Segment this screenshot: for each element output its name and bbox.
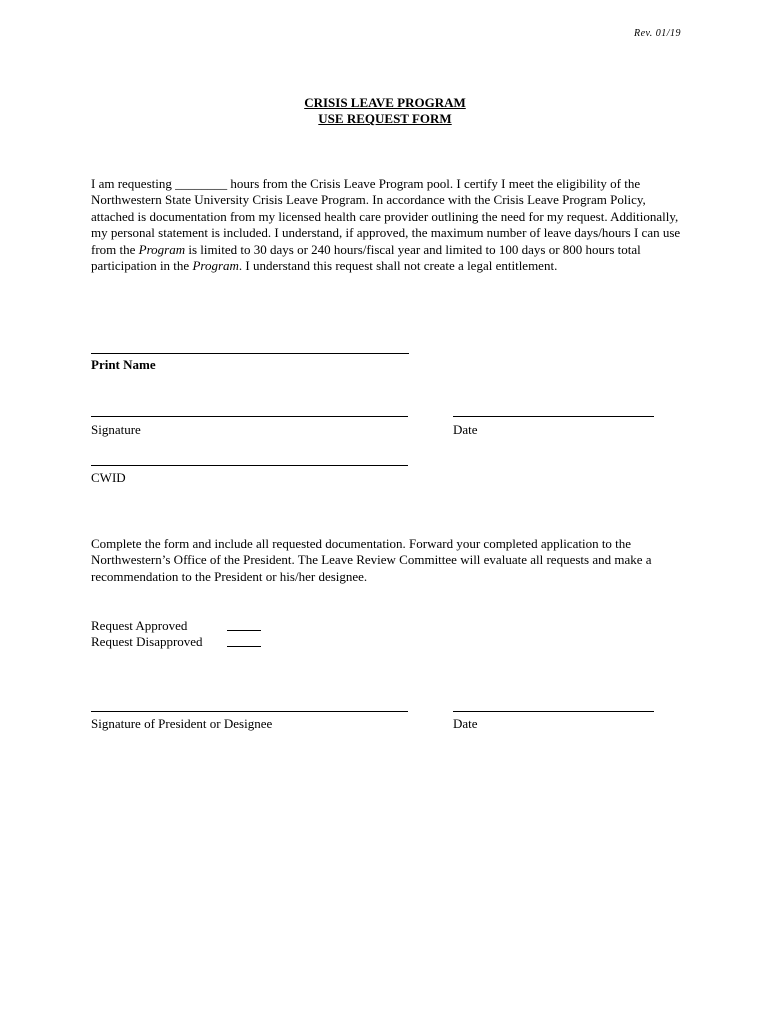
instructions-text: Complete the form and include all requested documentation. Forward your completed application to the Northwestern’s Office of the President. The Leave Review Committee will evaluate all requests and make a recommendation to the President or his/her designee. <box>91 536 652 584</box>
president-date-line[interactable] <box>453 711 654 712</box>
print-name-label: Print Name <box>91 357 156 372</box>
president-signature-label: Signature of President or Designee <box>91 716 273 731</box>
cwid-line[interactable] <box>91 465 408 466</box>
request-statement <box>91 176 691 274</box>
cwid-label: CWID <box>91 470 126 485</box>
president-date-label: Date <box>453 716 478 731</box>
form-subtitle: USE REQUEST FORM <box>318 111 452 126</box>
request-disapproved-label: Request Disapproved <box>91 634 203 649</box>
request-approved-label: Request Approved <box>91 618 188 633</box>
statement-part-a: I am requesting ________ hours from the Crisis Leave Program pool. I certify I meet the eligibility of the Northwestern State University Crisis Leave Program. In accordance with the Crisis Leave Program Policy, attached is documentation from my licensed health care provider outlining the need for my request. Additionally, my personal statement is included. I understand, if approved, the maximum number of leave days/hours I can use from the <box>91 176 681 257</box>
form-title: CRISIS LEAVE PROGRAM <box>304 95 466 110</box>
signature-label: Signature <box>91 422 141 437</box>
statement-part-b: is limited to 30 days or 240 hours/fiscal year and limited to 100 days or 800 hours total participation in the <box>91 241 641 274</box>
request-disapproved-blank[interactable] <box>227 635 261 647</box>
date-label: Date <box>453 422 478 437</box>
date-line[interactable] <box>453 416 654 417</box>
program-term: Program <box>138 241 186 257</box>
president-signature-line[interactable] <box>91 711 408 712</box>
print-name-line[interactable] <box>91 353 409 354</box>
signature-line[interactable] <box>91 416 408 417</box>
program-term: Program <box>192 258 239 274</box>
statement-part-c: . I understand this request shall not create a legal entitlement. <box>238 258 558 274</box>
revision-label: Rev. 01/19 <box>634 28 682 39</box>
request-approved-blank[interactable] <box>227 619 261 631</box>
